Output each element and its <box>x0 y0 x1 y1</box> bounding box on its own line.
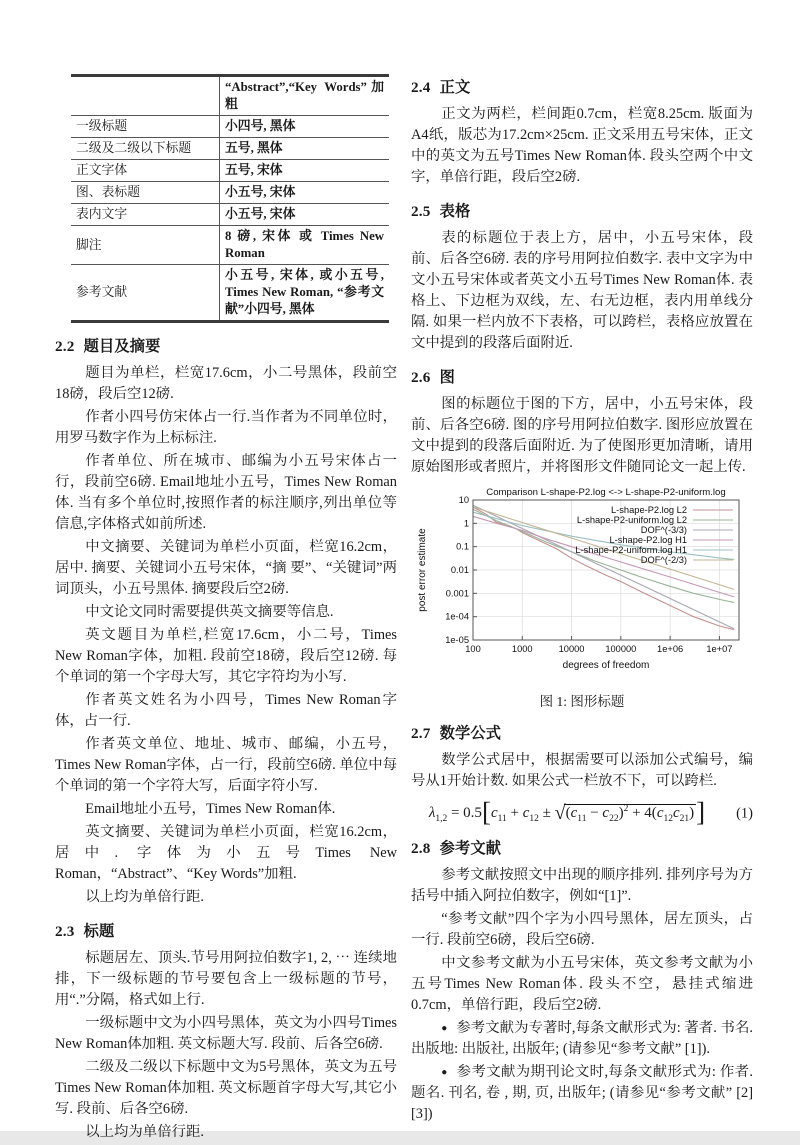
x-tick-label: 1e+07 <box>706 644 733 654</box>
body-paragraph: 表的标题位于表上方，居中，小五号宋体，段前、后各空6磅. 表的序号用阿拉伯数字. 表中文字为中文小五号宋体或者英文小五号Times New Roman体. 表格上、下边框为双线，左、右无边框，表内用单线分隔. 如果一栏内放不下表格，可以跨栏，表格应放置在文中提到的段落后面附近. <box>411 230 753 351</box>
table-cell-label: 表内文字 <box>71 204 220 226</box>
section-number: 2.5 <box>411 203 431 220</box>
section-heading-2-5 <box>411 200 753 221</box>
x-tick-label: 1e+06 <box>657 644 684 654</box>
x-axis-label: degrees of freedom <box>562 660 650 671</box>
x-tick-label: 10000 <box>558 644 585 654</box>
y-tick-label: 0.1 <box>456 541 469 552</box>
y-tick-label: 1e-04 <box>445 611 469 622</box>
body-paragraph: 作者单位、所在城市、邮编为小五号宋体占一行，段前空6磅. Email地址小五号，Times New Roman体. 当有多个单位时,按照作者的标注顺序,列出单位等信息,字体格式如前所述. <box>55 453 397 532</box>
table-row <box>71 160 389 182</box>
table-cell-label <box>71 76 220 116</box>
table-cell-value: 8 磅, 宋体 或 Times New Roman <box>220 226 390 265</box>
bullet-text: 参考文献为专著时,每条文献形式为: 著者. 书名. 出版地: 出版社, 出版年; (请参见“参考文献” [1]). <box>411 1020 753 1057</box>
table-row <box>71 182 389 204</box>
y-tick-label: 1e-05 <box>445 635 469 645</box>
table-cell-label: 正文字体 <box>71 160 220 182</box>
body-paragraph: 中文参考文献为小五号宋体，英文参考文献为小五号Times New Roman体. 段头不空，悬挂式缩进0.7cm，单倍行距，段后空2磅. <box>411 955 753 1013</box>
table-cell-value: 小四号, 黑体 <box>220 116 390 138</box>
legend-label: L-shape-P2.log L2 <box>611 505 687 515</box>
x-tick-label: 100000 <box>605 644 637 654</box>
body-paragraph: 中文论文同时需要提供英文摘要等信息. <box>85 604 334 620</box>
section-title: 题目及摘要 <box>83 338 161 355</box>
equation-body: $\lambda_{1,2} = 0.5[c_{11} + c_{12} \pm √(c_{11} - c_{22})^2 + 4(c_{12}c_{21})]$ <box>428 797 706 827</box>
y-tick-label: 0.01 <box>450 565 469 575</box>
table-row <box>71 204 389 226</box>
table-cell-label: 图、表标题 <box>71 182 220 204</box>
right-column <box>411 74 753 1127</box>
section-title: 表格 <box>439 203 471 220</box>
equation-1 <box>411 797 753 827</box>
body-paragraph: “参考文献”四个字为小四号黑体，居左顶头，占一行. 段前空6磅，段后空6磅. <box>411 911 753 948</box>
body-paragraph: 以上均为单倍行距. <box>85 889 204 905</box>
table-cell-value: “Abstract”,“Key Words”加粗 <box>220 76 390 116</box>
section-heading-2-3 <box>55 920 397 941</box>
table-row <box>71 76 389 116</box>
section-heading-2-7 <box>411 722 753 743</box>
section-title: 标题 <box>83 923 115 940</box>
legend-label: L-shape-P2-uniform.log L2 <box>576 515 687 525</box>
section-title: 图 <box>439 369 455 386</box>
bullet-item <box>411 1062 753 1125</box>
section-heading-2-6 <box>411 366 753 387</box>
bullet-item <box>411 1018 753 1060</box>
table-cell-label: 一级标题 <box>71 116 220 138</box>
body-paragraph: 正文为两栏，栏间距0.7cm，栏宽8.25cm. 版面为A4纸，版芯为17.2cm×25cm. 正文采用五号宋体，正文中的英文为五号Times New Roman体. 段头空两个中文字，单倍行距，段后空2磅. <box>411 106 753 185</box>
bullet-icon: ● <box>441 1067 448 1078</box>
body-paragraph: 英文摘要、关键词为单栏小页面，栏宽16.2cm，居中. 字体为小五号Times New Roman，“Abstract”、“Key Words”加粗. <box>55 824 397 882</box>
table-cell-value: 小五号, 宋体 <box>220 204 390 226</box>
legend-label: L-shape-P2.log H1 <box>609 535 687 545</box>
section-number: 2.3 <box>55 923 75 940</box>
section-number: 2.2 <box>55 338 75 355</box>
body-paragraph: 题目为单栏，栏宽17.6cm，小二号黑体，段前空18磅，段后空12磅. <box>55 365 397 402</box>
body-paragraph: 以上均为单倍行距. <box>85 1124 204 1140</box>
table-cell-label: 二级及二级以下标题 <box>71 138 220 160</box>
body-paragraph: 一级标题中文为小四号黑体，英文为小四号Times New Roman体加粗. 英文标题大写. 段前、后各空6磅. <box>55 1015 397 1052</box>
body-paragraph: 作者小四号仿宋体占一行.当作者为不同单位时，用罗马数字作为上标标注. <box>55 409 397 446</box>
section-heading-2-8 <box>411 837 753 858</box>
figure-caption: 图 1: 图形标题 <box>539 694 625 709</box>
section-number: 2.6 <box>411 369 431 386</box>
legend-label: DOF^(-2/3) <box>640 555 687 565</box>
body-paragraph: 图的标题位于图的下方，居中，小五号宋体，段前、后各空6磅. 图的序号用阿拉伯数字. 图形应放置在文中提到的段落后面附近. 为了使图形更加清晰，请用原始图形或者照片，并将图形文件随同论文一起上传. <box>411 396 753 475</box>
body-paragraph: 标题居左、顶头.节号用阿拉伯数字1, 2, ⋯ 连续地排，下一级标题的节号要包含上一级标题的节号，用“.”分隔，格式如上行. <box>55 950 397 1008</box>
equation-number: (1) <box>736 805 753 821</box>
series-line <box>473 507 734 630</box>
chart-title: Comparison L-shape-P2.log <-> L-shape-P2-uniform.log <box>486 487 726 498</box>
table-row <box>71 265 389 322</box>
x-tick-label: 1000 <box>511 644 533 654</box>
section-number: 2.4 <box>411 79 431 96</box>
table-cell-value: 小五号, 宋体 <box>220 182 390 204</box>
table-cell-value: 五号, 宋体 <box>220 160 390 182</box>
figure-chart <box>411 486 753 686</box>
sqrt-radical: $√(c_{11} - c_{22})^2 + 4(c_{12}c_{21})$ <box>554 802 695 824</box>
body-paragraph: 作者英文单位、地址、城市、邮编，小五号，Times New Roman字体，占一行，段前空6磅. 单位中每个单词的第一个字符大写，后面字符小写. <box>55 736 397 794</box>
y-tick-label: 1 <box>463 518 469 529</box>
bullet-icon: ● <box>441 1023 448 1034</box>
series-line <box>473 516 734 597</box>
section-number: 2.8 <box>411 840 431 857</box>
body-paragraph: 数学公式居中，根据需要可以添加公式编号，编号从1开始计数. 如果公式一栏放不下，可以跨栏. <box>411 752 753 789</box>
x-tick-label: 100 <box>465 644 481 654</box>
left-column <box>55 74 397 1145</box>
table-cell-label: 参考文献 <box>71 265 220 322</box>
body-paragraph: 作者英文姓名为小四号，Times New Roman字体，占一行. <box>55 692 397 729</box>
table-row <box>71 226 389 265</box>
y-axis-label: post error estimate <box>417 528 428 612</box>
body-paragraph: 英文题目为单栏,栏宽17.6cm，小二号，Times New Roman字体，加粗. 段前空18磅，段后空12磅. 每个单词的第一个字母大写，其它字符均为小写. <box>55 627 397 685</box>
legend-label: L-shape-P2-uniform.log H1 <box>575 545 687 555</box>
body-paragraph: 参考文献按照文中出现的顺序排列. 排列序号为方括号中插入阿拉伯数字，例如“[1]”. <box>411 867 753 904</box>
table-cell-value: 小五号, 宋体, 或小五号, Times New Roman, “参考文献”小四号, 黑体 <box>225 268 384 316</box>
table-cell-label: 脚注 <box>71 226 220 265</box>
body-paragraph: 中文摘要、关键词为单栏小页面，栏宽16.2cm，居中. 摘要、关键词小五号宋体，“摘 要”、“关键词”两词顶头，小五号黑体. 摘要段后空2磅. <box>55 539 397 597</box>
body-paragraph: 二级及二级以下标题中文为5号黑体，英文为五号Times New Roman体加粗. 英文标题首字母大写,其它小写. 段前、后各空6磅. <box>55 1059 397 1117</box>
font-spec-table <box>71 74 389 323</box>
section-title: 正文 <box>439 79 471 96</box>
section-title: 数学公式 <box>439 725 502 742</box>
line-chart <box>415 486 749 686</box>
figure-1 <box>411 486 753 710</box>
section-heading-2-4 <box>411 76 753 97</box>
table-cell-value: 五号, 黑体 <box>220 138 390 160</box>
section-number: 2.7 <box>411 725 431 742</box>
bullet-text: 参考文献为期刊论文时,每条文献形式为: 作者. 题名. 刊名, 卷 , 期, 页, 出版年; (请参见“参考文献” [2][3]) <box>411 1064 753 1122</box>
section-title: 参考文献 <box>439 840 502 857</box>
section-heading-2-2 <box>55 335 397 356</box>
y-tick-label: 10 <box>458 495 469 505</box>
body-paragraph: Email地址小五号，Times New Roman体. <box>85 801 336 817</box>
table-row <box>71 138 389 160</box>
y-tick-label: 0.001 <box>445 588 469 599</box>
legend-label: DOF^(-3/3) <box>640 525 687 535</box>
table-row <box>71 116 389 138</box>
